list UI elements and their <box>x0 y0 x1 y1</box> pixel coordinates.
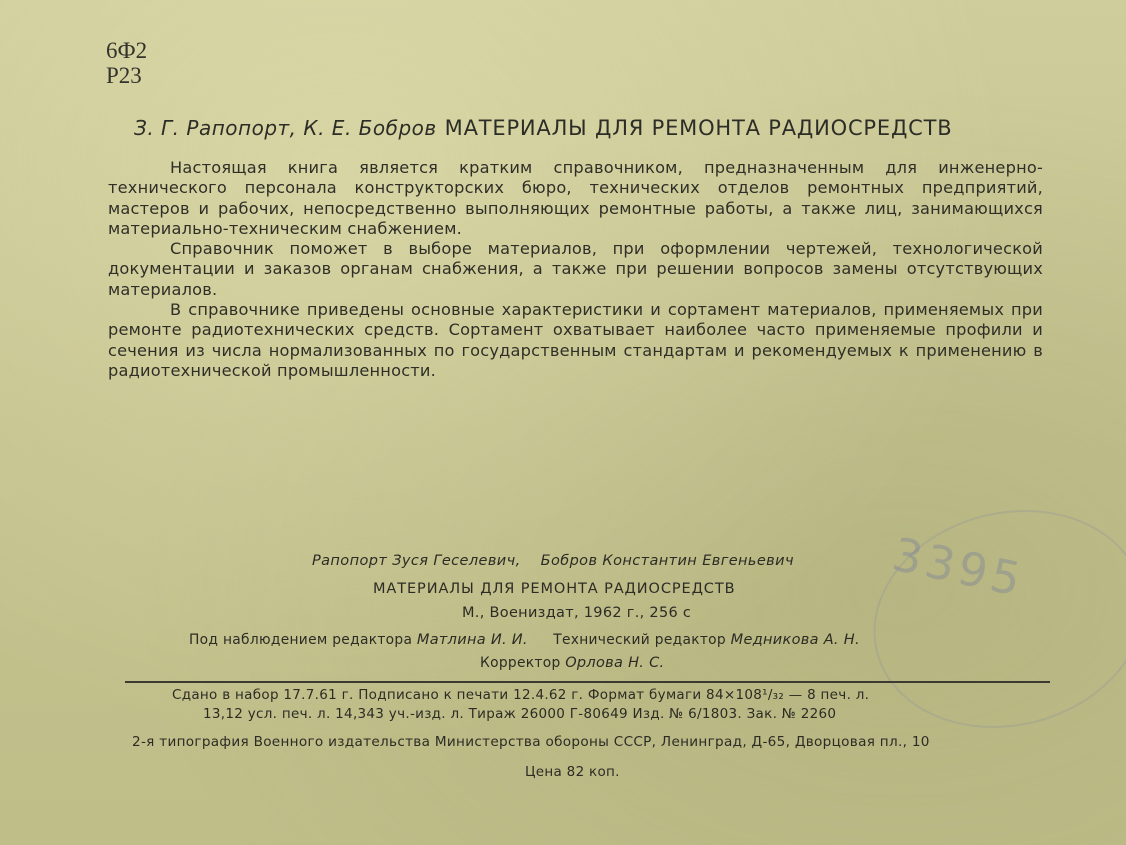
imprint-publisher: М., Воениздат, 1962 г., 256 с <box>462 605 692 621</box>
corrector-label: Корректор <box>480 655 561 671</box>
abstract-paragraph-1: Настоящая книга является кратким справочником, предназначенным для инженерно-технического персонала конструкторских бюро, технических отделов ремонтных предприятий, мастеров и рабочих, непосредственно выполняющих ремонтные работы, а также лиц, занимающихся материально-техническим снабжением. <box>108 158 1043 238</box>
imprint-tech-line-1: Сдано в набор 17.7.61 г. Подписано к печати 12.4.62 г. Формат бумаги 84×108¹/₃₂ — 8 печ. л. <box>172 687 870 703</box>
editor-label: Под наблюдением редактора <box>189 632 413 648</box>
header-authors: З. Г. Рапопорт, К. Е. Бобров <box>134 116 437 140</box>
imprint-title: МАТЕРИАЛЫ ДЛЯ РЕМОНТА РАДИОСРЕДСТВ <box>373 581 736 597</box>
library-stamp-ring <box>850 482 1126 756</box>
bbk-index-line-1: 6Ф2 <box>106 38 148 63</box>
bbk-index <box>106 38 147 88</box>
tech-editor-label: Технический редактор <box>553 632 726 648</box>
abstract-paragraph-3: В справочнике приведены основные характеристики и сортамент материалов, применяемых при ремонте радиотехнических средств. Сортамент охватывает наиболее часто применяемые профили и сечения из числа нормализованных по государственным стандартам и рекомендуемых к применению в радиотехнической промышленности. <box>108 300 1043 380</box>
tech-editor-name: Медникова А. Н. <box>730 632 860 648</box>
imprint-author-2: Бобров Константин Евгеньевич <box>540 553 794 569</box>
bbk-index-line-2: Р23 <box>106 63 142 88</box>
imprint-printing-house: 2-я типография Военного издательства Министерства обороны СССР, Ленинград, Д-65, Дворцовая пл., 10 <box>132 734 930 750</box>
imprint-editors <box>189 632 860 648</box>
header-line <box>134 116 952 141</box>
imprint-author-1: Рапопорт Зуся Геселевич, <box>312 553 521 569</box>
abstract-paragraph-2: Справочник поможет в выборе материалов, при оформлении чертежей, технологической документации и заказов органам снабжения, а также при решении вопросов замены отсутствующих материалов. <box>108 239 1043 299</box>
imprint-corrector <box>480 655 664 671</box>
library-stamp-number: 3395 <box>887 526 1030 608</box>
imprint-divider <box>125 681 1050 683</box>
header-book-title: МАТЕРИАЛЫ ДЛЯ РЕМОНТА РАДИОСРЕДСТВ <box>444 116 953 140</box>
imprint-tech-line-2: 13,12 усл. печ. л. 14,343 уч.-изд. л. Тираж 26000 Г-80649 Изд. № 6/1803. Зак. № 2260 <box>203 706 837 722</box>
imprint-price: Цена 82 коп. <box>525 764 620 780</box>
abstract <box>108 158 1043 381</box>
imprint-authors <box>312 553 794 569</box>
corrector-name: Орлова Н. С. <box>565 655 665 671</box>
editor-name: Матлина И. И. <box>416 632 528 648</box>
